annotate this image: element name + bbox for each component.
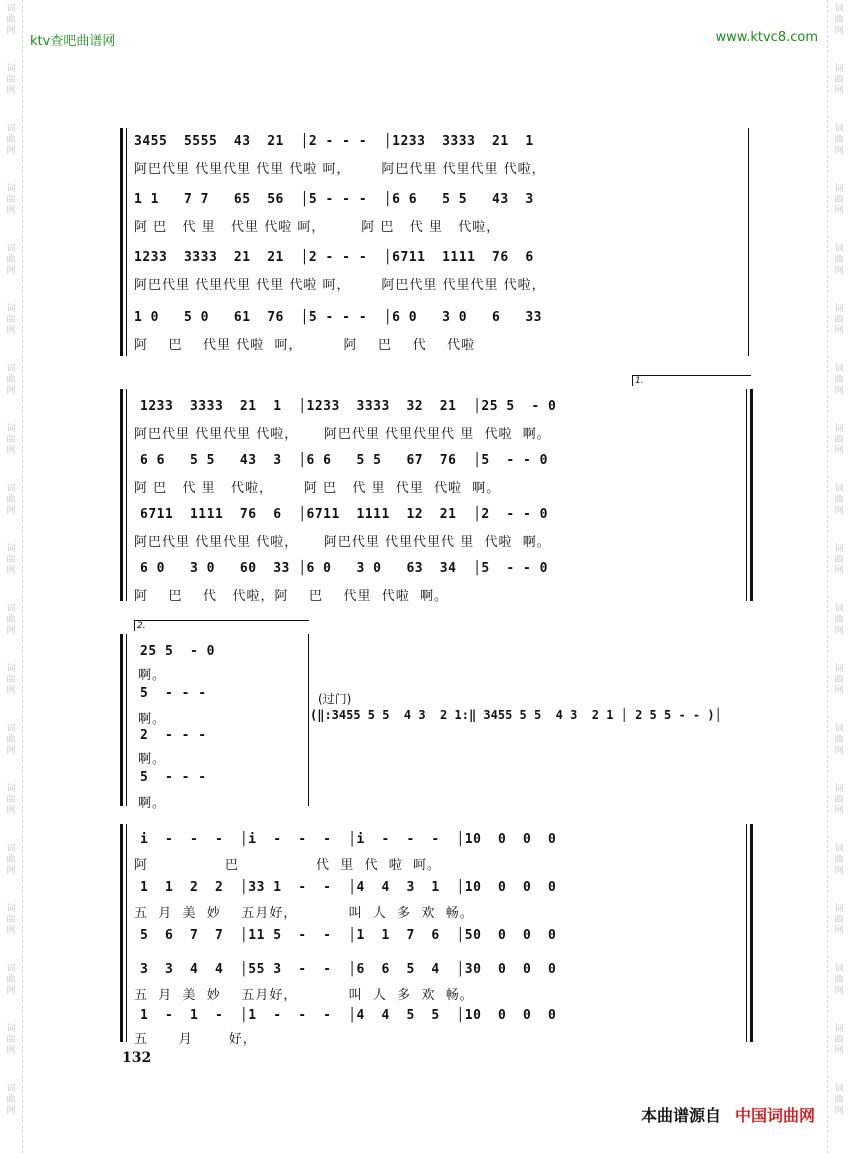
watermark-text: 词 曲 网 (834, 1084, 844, 1116)
lyrics-part-3: 阿巴代里 代里代里 代里 代啦 呵， 阿巴代里 代里代里 代啦， (134, 278, 546, 293)
watermark-text: 词 曲 网 (6, 724, 16, 756)
score-system-2 (120, 375, 760, 605)
watermark-text: 词 曲 网 (6, 424, 16, 456)
watermark-text: 词 曲 网 (6, 304, 16, 336)
notes-part-1: 25 5 - 0 (140, 644, 215, 659)
watermark-text: 词 曲 网 (6, 4, 16, 36)
lyrics-part-1: 阿 巴 代 里 代 啦 呵。 (134, 858, 442, 873)
watermark-text: 词 曲 网 (6, 364, 16, 396)
left-watermark-strip (0, 0, 23, 1153)
barline (308, 634, 309, 806)
watermark-text: 词 曲 网 (6, 1024, 16, 1056)
watermark-text: 词 曲 网 (834, 364, 844, 396)
watermark-text: 词 曲 网 (6, 844, 16, 876)
watermark-text: 词 曲 网 (6, 784, 16, 816)
watermark-text: 词 曲 网 (6, 244, 16, 276)
notes-part-2: 6 6 5 5 43 3 │6 6 5 5 67 76 │5 - - 0 (140, 453, 549, 468)
score-system-3 (120, 620, 320, 810)
notes-part-3: 2 - - - (140, 728, 207, 743)
notes-part-2: 5 - - - (140, 686, 207, 701)
site-name-header[interactable]: ktv查吧曲谱网 (30, 34, 116, 49)
lyrics-part-3: 啊。 (138, 752, 167, 767)
watermark-text: 词 曲 网 (834, 544, 844, 576)
source-credit (641, 1103, 815, 1126)
notes-part-3: 1233 3333 21 21 │2 - - - │6711 1111 76 6 (134, 250, 534, 265)
watermark-text: 词 曲 网 (834, 424, 844, 456)
watermark-text: 词 曲 网 (834, 904, 844, 936)
page-number: 132 (122, 1050, 152, 1066)
notes-part-2: 1 1 7 7 65 56 │5 - - - │6 6 5 5 43 3 (134, 192, 534, 207)
lyrics-part-4: 阿 巴 代 代啦，阿 巴 代里 代啦 啊。 (134, 589, 449, 604)
watermark-text: 词 曲 网 (834, 4, 844, 36)
notes-part-4: 6 0 3 0 60 33 │6 0 3 0 63 34 │5 - - 0 (140, 561, 549, 576)
watermark-text: 词 曲 网 (834, 304, 844, 336)
system-bracket (120, 634, 123, 806)
notes-part-1: 3455 5555 43 21 │2 - - - │1233 3333 21 1 (134, 134, 534, 149)
lyrics-part-2: 阿 巴 代 里 代里 代啦 呵， 阿 巴 代 里 代啦， (134, 220, 501, 235)
lyrics-part-1: 阿巴代里 代里代里 代啦， 阿巴代里 代里代里代 里 代啦 啊。 (134, 427, 551, 442)
lyrics-part-5: 五 月 好， (134, 1032, 257, 1047)
barline (748, 128, 749, 356)
watermark-text: 词 曲 网 (6, 664, 16, 696)
interlude-label: (过门) (318, 692, 352, 706)
notes-part-5: 1 - 1 - │1 - - - │4 4 5 5 │10 0 0 0 (140, 1008, 557, 1023)
watermark-text: 词 曲 网 (834, 844, 844, 876)
system-bracket (120, 824, 123, 1042)
lyrics-part-1: 啊。 (138, 668, 167, 683)
lyrics-part-2: 五 月 美 妙 五月好， 叫 人 多 欢 畅。 (134, 906, 474, 921)
watermark-text: 词 曲 网 (6, 964, 16, 996)
watermark-text: 词 曲 网 (834, 484, 844, 516)
watermark-text: 词 曲 网 (834, 64, 844, 96)
watermark-text: 词 曲 网 (834, 124, 844, 156)
site-url-header[interactable]: www.ktvc8.com (715, 30, 818, 45)
interlude-notes: (‖:3455 5 5 4 3 2 1:‖ 3455 5 5 4 3 2 1 │ 2 5 5 - - )│ (310, 708, 722, 722)
lyrics-part-2: 啊。 (138, 712, 167, 727)
watermark-text: 词 曲 网 (6, 64, 16, 96)
watermark-text: 词 曲 网 (834, 184, 844, 216)
source-label: 本曲谱源自 (640, 1106, 721, 1125)
notes-part-1: i - - - │i - - - │i - - - │10 0 0 0 (140, 832, 557, 847)
source-site-link[interactable]: 中国词曲网 (734, 1106, 815, 1125)
watermark-text: 词 曲 网 (6, 544, 16, 576)
watermark-text: 词 曲 网 (6, 904, 16, 936)
lyrics-part-3: 阿巴代里 代里代里 代啦， 阿巴代里 代里代里代 里 代啦 啊。 (134, 535, 551, 550)
watermark-text: 词 曲 网 (834, 1024, 844, 1056)
watermark-text: 词 曲 网 (834, 664, 844, 696)
score-system-1 (120, 126, 760, 361)
notes-part-4: 5 - - - (140, 770, 207, 785)
system-bracket (120, 128, 123, 356)
second-ending-bracket: 2. (134, 620, 309, 631)
notes-part-2: 1 1 2 2 │33 1 - - │4 4 3 1 │10 0 0 0 (140, 880, 557, 895)
final-barline (750, 824, 753, 1042)
notes-part-4: 1 0 5 0 61 76 │5 - - - │6 0 3 0 6 33 (134, 310, 543, 325)
watermark-text: 词 曲 网 (834, 724, 844, 756)
repeat-end-barline (750, 389, 753, 601)
watermark-text: 词 曲 网 (834, 604, 844, 636)
notes-part-3: 5 6 7 7 │11 5 - - │1 1 7 6 │50 0 0 0 (140, 928, 557, 943)
watermark-text: 词 曲 网 (6, 124, 16, 156)
notes-part-1: 1233 3333 21 1 │1233 3333 32 21 │25 5 - 0 (140, 399, 557, 414)
watermark-text: 词 曲 网 (6, 484, 16, 516)
watermark-text: 词 曲 网 (6, 604, 16, 636)
notes-part-4: 3 3 4 4 │55 3 - - │6 6 5 4 │30 0 0 0 (140, 962, 557, 977)
right-watermark-strip (827, 0, 850, 1153)
lyrics-part-2: 阿 巴 代 里 代啦， 阿 巴 代 里 代里 代啦 啊。 (134, 481, 501, 496)
system-bracket (120, 389, 123, 601)
watermark-text: 词 曲 网 (6, 1084, 16, 1116)
watermark-text: 词 曲 网 (6, 184, 16, 216)
lyrics-part-4: 阿 巴 代里 代啦 呵， 阿 巴 代 代啦 (134, 338, 476, 353)
first-ending-bracket: 1. (632, 375, 751, 386)
lyrics-part-4: 五 月 美 妙 五月好， 叫 人 多 欢 畅。 (134, 988, 474, 1003)
lyrics-part-4: 啊。 (138, 796, 167, 811)
watermark-text: 词 曲 网 (834, 964, 844, 996)
notes-part-3: 6711 1111 76 6 │6711 1111 12 21 │2 - - 0 (140, 507, 549, 522)
score-system-4 (120, 822, 760, 1047)
watermark-text: 词 曲 网 (834, 784, 844, 816)
watermark-text: 词 曲 网 (834, 244, 844, 276)
lyrics-part-1: 阿巴代里 代里代里 代里 代啦 呵， 阿巴代里 代里代里 代啦， (134, 162, 546, 177)
